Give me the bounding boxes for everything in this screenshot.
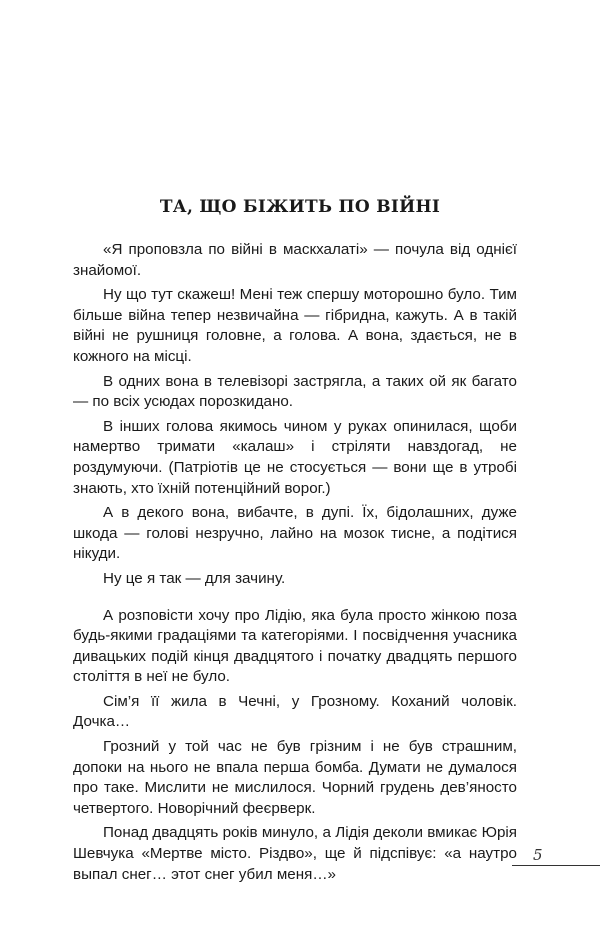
paragraph: В інших голова якимось чином у руках опинилася, щоби намертво тримати «калаш» і стріляти навздогад, не роздумуючи. (Патріотів це не стосується — вони ще в утробі знають, хто їхній потенційний ворог.) <box>73 417 517 497</box>
paragraph: Грозний у той час не був грізним і не був страшним, допоки на нього не впала перша бомба. Думати не думалося про таке. Мислити не мислилося. Чорний грудень дев’яносто четвертого. Новорічний феєрверк. <box>73 738 517 817</box>
page-number: 5 <box>533 846 543 864</box>
footer-rule <box>512 865 600 866</box>
paragraph: Ну це я так — для зачину. <box>103 569 286 587</box>
paragraph: Понад двадцять років минуло, а Лідія деколи вмикає Юрія Шевчука «Мертве місто. Різдво», ще й підспівує: «а наутро выпал снег… этот снег убил меня…» <box>73 824 517 883</box>
paragraph: «Я проповзла по війні в маскхалаті» — почула від однієї знайомої. <box>73 241 517 279</box>
paragraph: А в декого вона, вибачте, в дупі. Їх, бідолашних, дуже шкода — голові незручно, лайно на мозок тисне, а подітися нікуди. <box>73 504 517 563</box>
paragraph: В одних вона в телевізорі застрягла, а таких ой як багато — по всіх усюдах порозкидано. <box>73 372 517 411</box>
body-text <box>73 240 517 889</box>
paragraph: А розповісти хочу про Лідію, яка була просто жінкою поза будь-якими градаціями та категоріями. І посвідчення учасника дивацьких подій кінця двадцятого і початку двадцять першого століття в неї не було. <box>73 606 517 686</box>
chapter-title: ТА, ЩО БІЖИТЬ ПО ВІЙНІ <box>159 197 441 217</box>
paragraph: Ну що тут скажеш! Мені теж спершу моторошно було. Тим більше війна тепер незвичайна — гібридна, кажуть. А в такій війні не рушниця головне, а голова. А вона, здається, не в кожного на місці. <box>73 286 517 365</box>
paragraph: Сім’я її жила в Чечні, у Грозному. Коханий чоловік. Дочка… <box>73 692 517 731</box>
